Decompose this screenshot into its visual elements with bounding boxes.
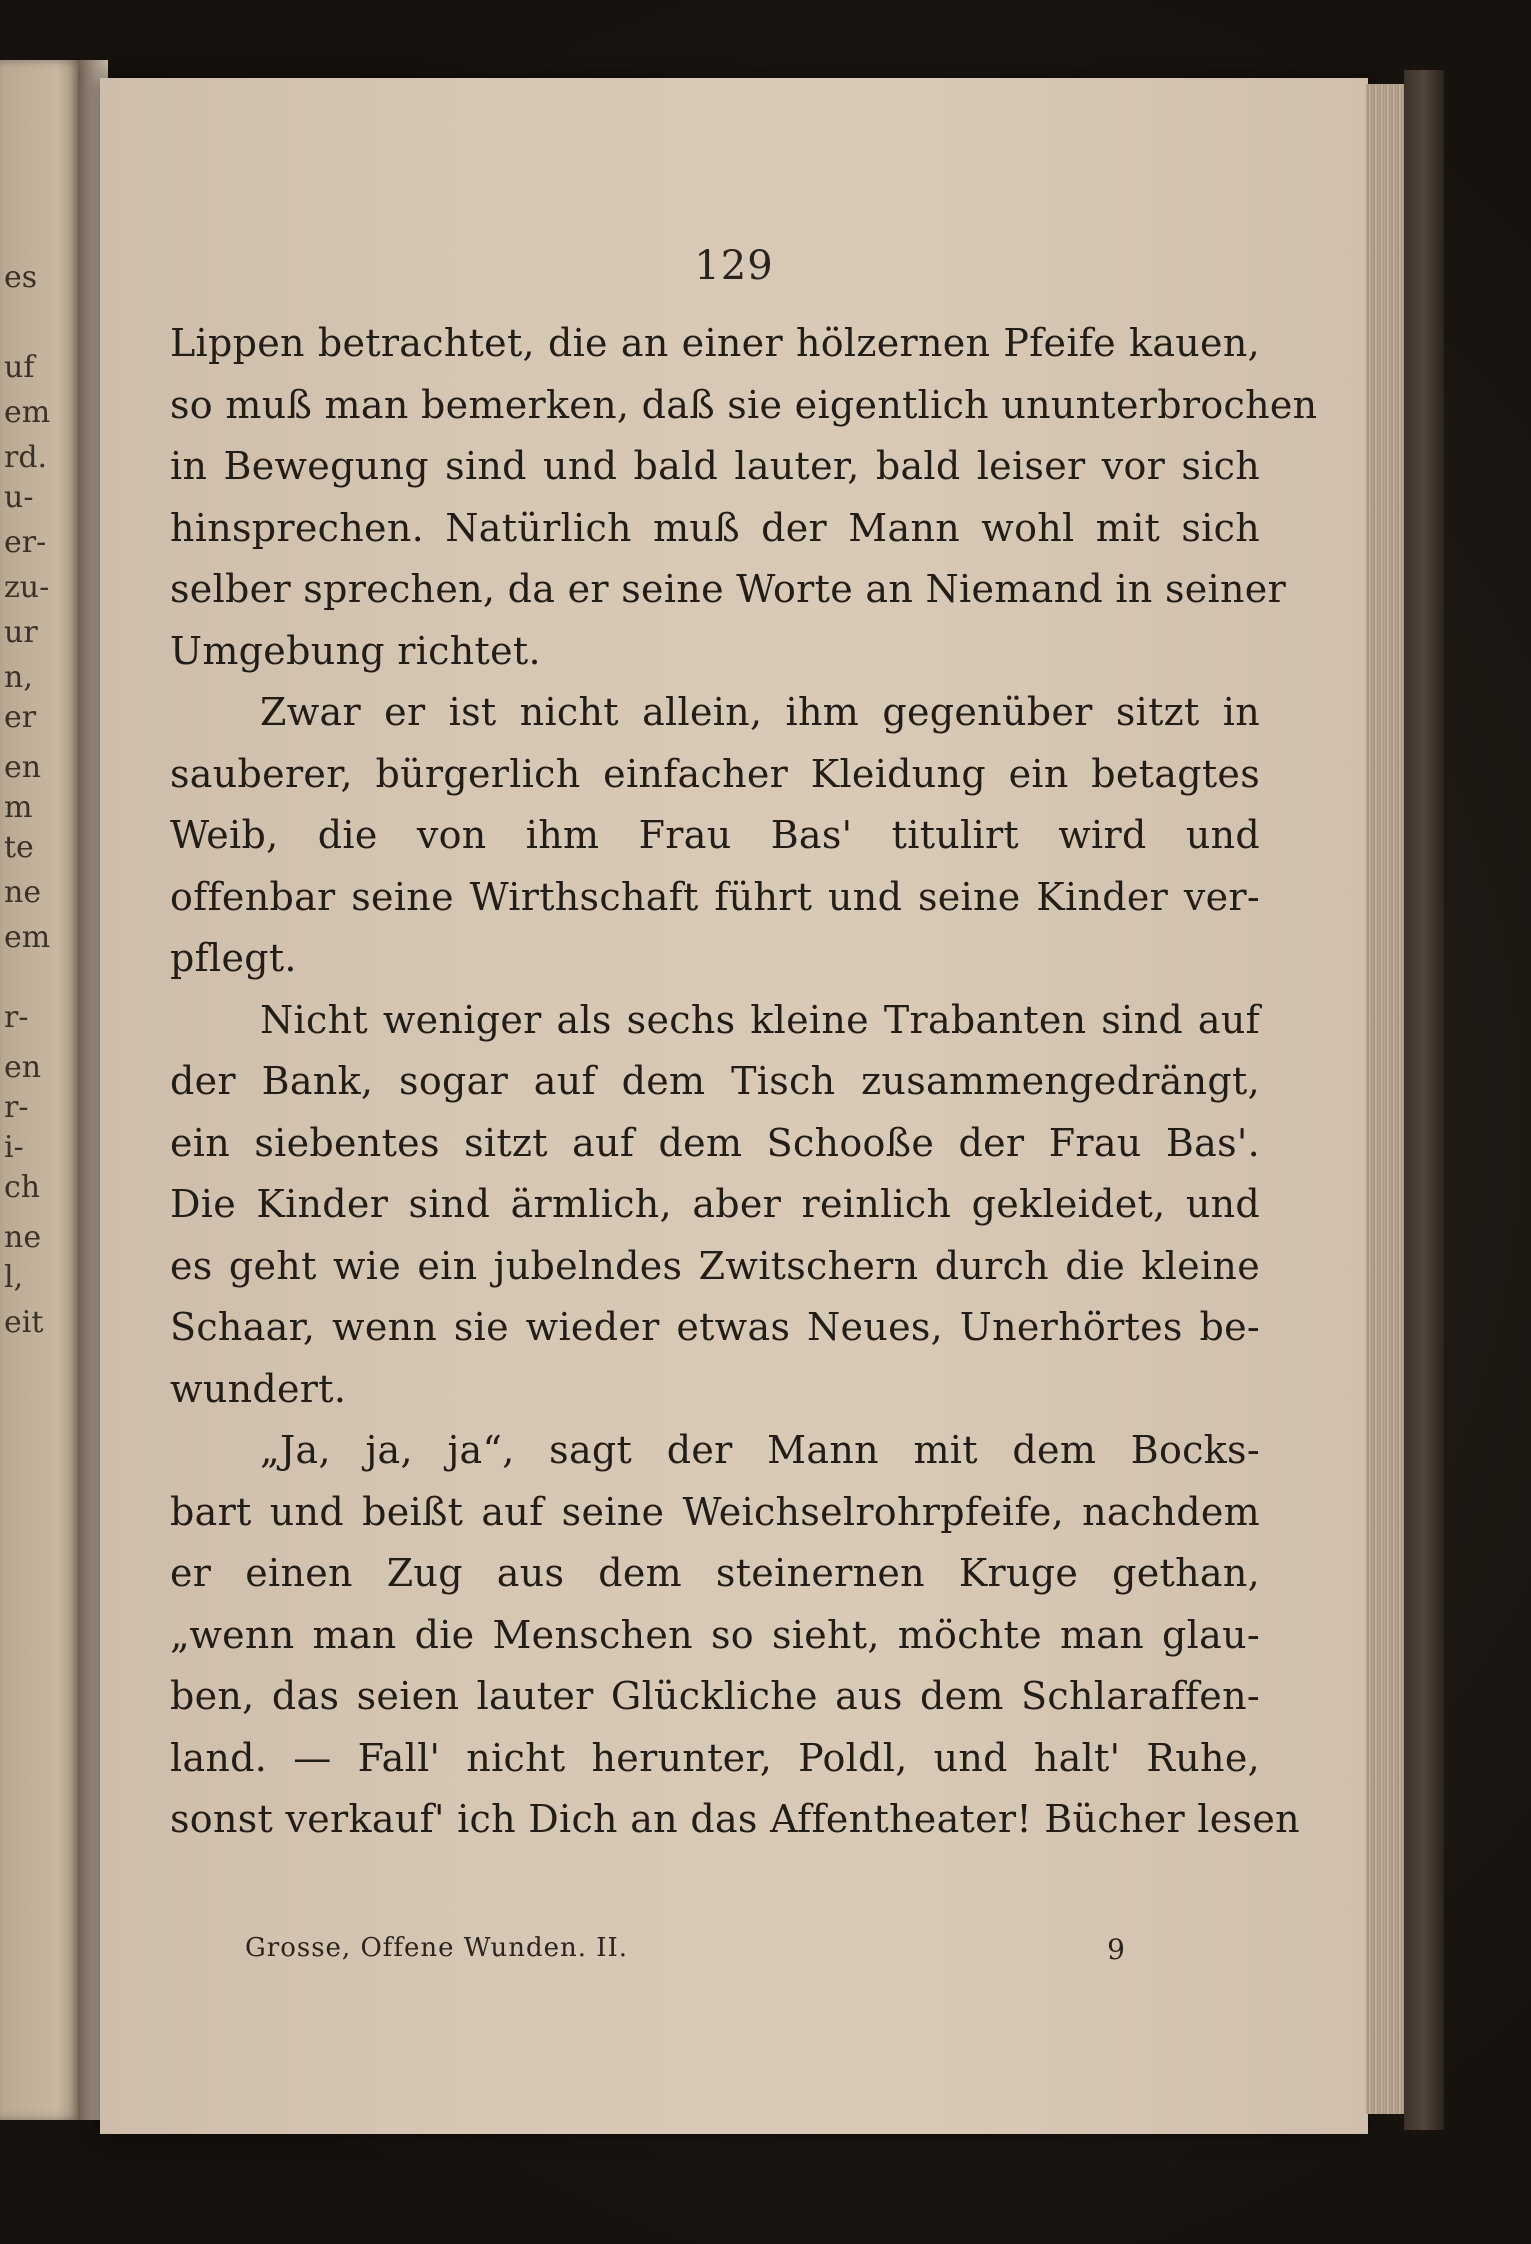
previous-page-word-fragment: en [4, 1050, 42, 1085]
text-line: sauberer, bürgerlich einfacher Kleidung ein betagtes [170, 751, 1260, 796]
previous-page-word-fragment: em [4, 395, 51, 430]
text-line: bart und beißt auf seine Weichselrohrpfeife, nachdem [170, 1489, 1260, 1534]
book-page [100, 78, 1368, 2134]
page-footer [245, 1933, 1125, 1973]
text-line: pflegt. [170, 936, 297, 980]
text-line: „wenn man die Menschen so sieht, möchte man glau- [170, 1612, 1260, 1657]
previous-page-word-fragment: r- [4, 1000, 29, 1035]
text-line: hinsprechen. Natürlich muß der Mann wohl mit sich [170, 505, 1260, 550]
previous-page-word-fragment: em [4, 920, 51, 955]
text-line: offenbar seine Wirthschaft führt und seine Kinder ver- [170, 874, 1260, 919]
text-line: selber sprechen, da er seine Worte an Niemand in seiner [170, 567, 1287, 611]
page-block-edges [1366, 84, 1408, 2114]
previous-page-word-fragment: l, [4, 1260, 24, 1295]
previous-page-word-fragment: zu- [4, 570, 50, 605]
previous-page-word-fragment: m [4, 790, 33, 825]
text-line: Umgebung richtet. [170, 628, 541, 673]
previous-page-word-fragment: eit [4, 1305, 44, 1340]
footer-signature-mark: 9 [1107, 1933, 1125, 1966]
text-line: sonst verkauf' ich Dich an das Affentheater! Bücher lesen [170, 1797, 1300, 1841]
text-line: Zwar er ist nicht allein, ihm gegenüber sitzt in [260, 690, 1260, 734]
previous-page-word-fragment: es [4, 260, 38, 295]
text-line: so muß man bemerken, daß sie eigentlich ununterbrochen [170, 382, 1318, 427]
text-line: „Ja, ja, ja“, sagt der Mann mit dem Bocks- [260, 1428, 1260, 1472]
text-line: in Bewegung sind und bald lauter, bald leiser vor sich [170, 444, 1260, 488]
previous-page-word-fragment: en [4, 750, 42, 785]
previous-page-word-fragment: ur [4, 615, 38, 650]
text-line: Die Kinder sind ärmlich, aber reinlich gekleidet, und [170, 1182, 1260, 1226]
text-line: ein siebentes sitzt auf dem Schooße der Frau Bas'. [170, 1120, 1260, 1165]
footer-book-title: Grosse, Offene Wunden. II. [245, 1933, 629, 1963]
previous-page-word-fragment: er [4, 700, 37, 735]
text-line: der Bank, sogar auf dem Tisch zusammengedrängt, [170, 1059, 1260, 1103]
page-number: 129 [694, 243, 774, 289]
text-line: Schaar, wenn sie wieder etwas Neues, Unerhörtes be- [170, 1305, 1260, 1349]
book-cover-edge [1404, 70, 1444, 2130]
previous-page-word-fragment: u- [4, 480, 34, 515]
text-line: Nicht weniger als sechs kleine Trabanten sind auf [260, 997, 1260, 1042]
text-line: Weib, die von ihm Frau Bas' titulirt wird und [170, 813, 1260, 857]
text-line: es geht wie ein jubelndes Zwitschern durch die kleine [170, 1243, 1260, 1288]
text-line: land. — Fall' nicht herunter, Poldl, und halt' Ruhe, [170, 1735, 1260, 1780]
text-line: ben, das seien lauter Glückliche aus dem Schlaraffen- [170, 1674, 1260, 1718]
previous-page-word-fragment: te [4, 830, 34, 865]
previous-page-edge [0, 60, 82, 2120]
previous-page-word-fragment: ne [4, 1220, 42, 1255]
text-line: Lippen betrachtet, die an einer hölzernen Pfeife kauen, [170, 321, 1260, 365]
body-text [170, 313, 1318, 1851]
previous-page-word-fragment: ch [4, 1170, 41, 1205]
text-line: wundert. [170, 1366, 347, 1411]
previous-page-word-fragment: r- [4, 1090, 29, 1125]
previous-page-word-fragment: er- [4, 525, 47, 560]
previous-page-word-fragment: ne [4, 875, 42, 910]
previous-page-word-fragment: n, [4, 660, 33, 695]
previous-page-word-fragment: i- [4, 1130, 24, 1165]
previous-page-word-fragment: uf [4, 350, 35, 385]
previous-page-word-fragment: rd. [4, 440, 48, 475]
text-line: er einen Zug aus dem steinernen Kruge gethan, [170, 1551, 1260, 1595]
